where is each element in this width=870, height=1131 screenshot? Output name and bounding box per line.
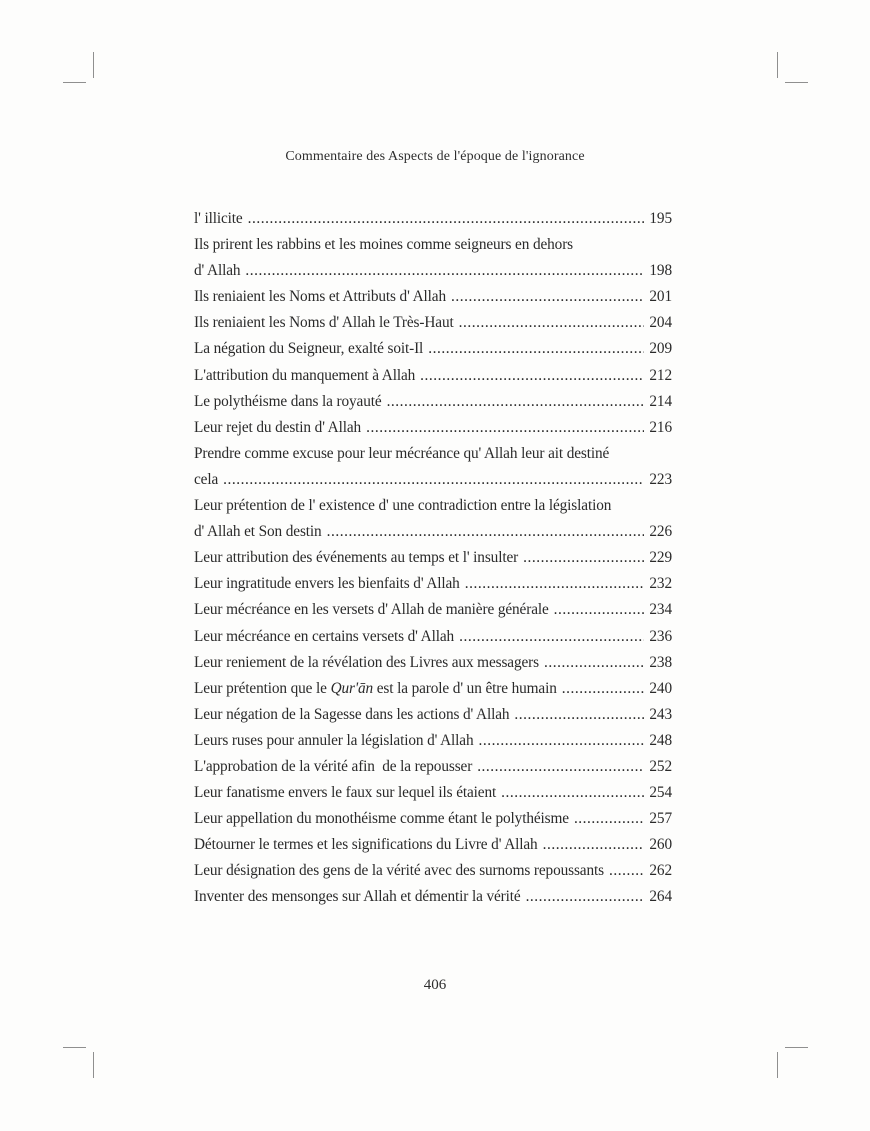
toc-entry-text: L'attribution du manquement à Allah bbox=[194, 366, 416, 384]
toc-page-number: 209 bbox=[649, 340, 672, 358]
dot-leader bbox=[428, 336, 644, 362]
toc-page-number: 214 bbox=[649, 392, 672, 410]
dot-leader bbox=[562, 676, 645, 702]
toc-entry-text: Leur attribution des événements au temps et l' insulter bbox=[194, 549, 519, 567]
toc-page-number: 248 bbox=[649, 731, 672, 749]
dot-leader bbox=[544, 650, 644, 676]
toc-entry-text: Prendre comme excuse pour leur mécréance qu' Allah leur ait destiné bbox=[194, 444, 610, 462]
dot-leader bbox=[543, 832, 645, 858]
toc-row bbox=[194, 858, 672, 884]
table-of-contents bbox=[194, 206, 672, 911]
toc-entry-text: Leur négation de la Sagesse dans les actions d' Allah bbox=[194, 705, 510, 723]
toc-row bbox=[194, 650, 672, 676]
dot-leader bbox=[327, 519, 645, 545]
toc-entry-text: d' Allah et Son destin bbox=[194, 523, 322, 541]
toc-page-number: 234 bbox=[649, 601, 672, 619]
toc-row bbox=[194, 258, 672, 284]
toc-entry-text: Leur rejet du destin d' Allah bbox=[194, 418, 362, 436]
toc-row bbox=[194, 336, 672, 362]
toc-entry-text: L'approbation de la vérité afin de la repousser bbox=[194, 757, 473, 775]
dot-leader bbox=[477, 754, 644, 780]
toc-entry-text: Leur fanatisme envers le faux sur lequel ils étaient bbox=[194, 784, 497, 802]
dot-leader bbox=[479, 728, 645, 754]
toc-entry-text: d' Allah bbox=[194, 262, 241, 280]
toc-entry-text: Leur mécréance en les versets d' Allah de manière générale bbox=[194, 601, 549, 619]
toc-entry-text: Inventer des mensonges sur Allah et démentir la vérité bbox=[194, 888, 521, 906]
toc-row bbox=[194, 545, 672, 571]
toc-row bbox=[194, 832, 672, 858]
toc-entry-text: Leur prétention de l' existence d' une contradiction entre la législation bbox=[194, 497, 612, 515]
toc-entry-text: Leur mécréance en certains versets d' Allah bbox=[194, 627, 455, 645]
toc-entry-text: Ils prirent les rabbins et les moines comme seigneurs en dehors bbox=[194, 236, 574, 254]
toc-page-number: 264 bbox=[649, 888, 672, 906]
toc-page-number: 262 bbox=[649, 862, 672, 880]
toc-entry-text: Le polythéisme dans la royauté bbox=[194, 392, 382, 410]
toc-row bbox=[194, 754, 672, 780]
toc-page-number: 260 bbox=[649, 836, 672, 854]
toc-page-number: 204 bbox=[649, 314, 672, 332]
dot-leader bbox=[459, 310, 645, 336]
toc-row bbox=[194, 780, 672, 806]
toc-entry-text: Leur appellation du monothéisme comme étant le polythéisme bbox=[194, 810, 569, 828]
toc-row bbox=[194, 467, 672, 493]
toc-entry-text: cela bbox=[194, 470, 219, 488]
crop-mark-top-right-horizontal bbox=[785, 82, 808, 83]
dot-leader bbox=[465, 571, 645, 597]
toc-row bbox=[194, 493, 672, 519]
toc-row bbox=[194, 624, 672, 650]
toc-page-number: 201 bbox=[649, 288, 672, 306]
crop-mark-bottom-right-vertical bbox=[777, 1052, 778, 1078]
toc-row bbox=[194, 702, 672, 728]
toc-page-number: 243 bbox=[649, 705, 672, 723]
crop-mark-bottom-left-horizontal bbox=[63, 1047, 86, 1048]
toc-row bbox=[194, 806, 672, 832]
crop-mark-top-left-vertical bbox=[93, 52, 94, 78]
toc-row bbox=[194, 389, 672, 415]
toc-page-number: 238 bbox=[649, 653, 672, 671]
crop-mark-top-left-horizontal bbox=[63, 82, 86, 83]
toc-entry-text: Leur ingratitude envers les bienfaits d' Allah bbox=[194, 575, 460, 593]
dot-leader bbox=[501, 780, 644, 806]
dot-leader bbox=[245, 258, 644, 284]
toc-page-number: 232 bbox=[649, 575, 672, 593]
toc-row bbox=[194, 415, 672, 441]
crop-mark-top-right-vertical bbox=[777, 52, 778, 78]
toc-page-number: 223 bbox=[649, 470, 672, 488]
toc-page-number: 212 bbox=[649, 366, 672, 384]
dot-leader bbox=[523, 545, 644, 571]
dot-leader bbox=[609, 858, 644, 884]
toc-row bbox=[194, 284, 672, 310]
dot-leader bbox=[526, 884, 645, 910]
toc-page-number: 198 bbox=[649, 262, 672, 280]
toc-page-number: 254 bbox=[649, 784, 672, 802]
dot-leader bbox=[387, 389, 645, 415]
page-number: 406 bbox=[423, 977, 447, 993]
toc-row bbox=[194, 884, 672, 910]
crop-mark-bottom-left-vertical bbox=[93, 1052, 94, 1078]
toc-row bbox=[194, 728, 672, 754]
toc-row bbox=[194, 363, 672, 389]
toc-entry-text: Leur désignation des gens de la vérité avec des surnoms repoussants bbox=[194, 862, 604, 880]
toc-page-number: 216 bbox=[649, 418, 672, 436]
toc-entry-text: l' illicite bbox=[194, 210, 243, 227]
toc-page-number: 257 bbox=[649, 810, 672, 828]
dot-leader bbox=[223, 467, 644, 493]
dot-leader bbox=[574, 806, 644, 832]
toc-page-number: 195 bbox=[649, 210, 672, 227]
dot-leader bbox=[366, 415, 644, 441]
toc-entry-text: Leur reniement de la révélation des Livres aux messagers bbox=[194, 653, 539, 671]
toc-row bbox=[194, 206, 672, 232]
toc-page-number: 229 bbox=[649, 549, 672, 567]
dot-leader bbox=[459, 624, 644, 650]
toc-row bbox=[194, 597, 672, 623]
crop-mark-bottom-right-horizontal bbox=[785, 1047, 808, 1048]
toc-page-number: 252 bbox=[649, 757, 672, 775]
dot-leader bbox=[554, 597, 645, 623]
toc-row bbox=[194, 441, 672, 467]
dot-leader bbox=[248, 206, 645, 232]
toc-entry-text: Ils reniaient les Noms d' Allah le Très-Haut bbox=[194, 314, 454, 332]
toc-entry-text: Détourner le termes et les significations du Livre d' Allah bbox=[194, 836, 538, 854]
toc-entry-text: Ils reniaient les Noms et Attributs d' Allah bbox=[194, 288, 446, 306]
toc-page-number: 240 bbox=[649, 679, 672, 697]
toc-row bbox=[194, 310, 672, 336]
dot-leader bbox=[514, 702, 644, 728]
running-header: Commentaire des Aspects de l'époque de l'ignorance bbox=[285, 149, 585, 164]
toc-row bbox=[194, 519, 672, 545]
toc-entry-text: Leur prétention que le Qur'ān est la parole d' un être humain bbox=[194, 679, 557, 697]
toc-entry-text: Leurs ruses pour annuler la législation d' Allah bbox=[194, 731, 474, 749]
toc-row bbox=[194, 571, 672, 597]
dot-leader bbox=[420, 363, 644, 389]
toc-row bbox=[194, 676, 672, 702]
toc-entry-text: La négation du Seigneur, exalté soit-Il bbox=[194, 340, 424, 358]
dot-leader bbox=[451, 284, 644, 310]
toc-page-number: 226 bbox=[649, 523, 672, 541]
toc-page-number: 236 bbox=[649, 627, 672, 645]
toc-row bbox=[194, 232, 672, 258]
